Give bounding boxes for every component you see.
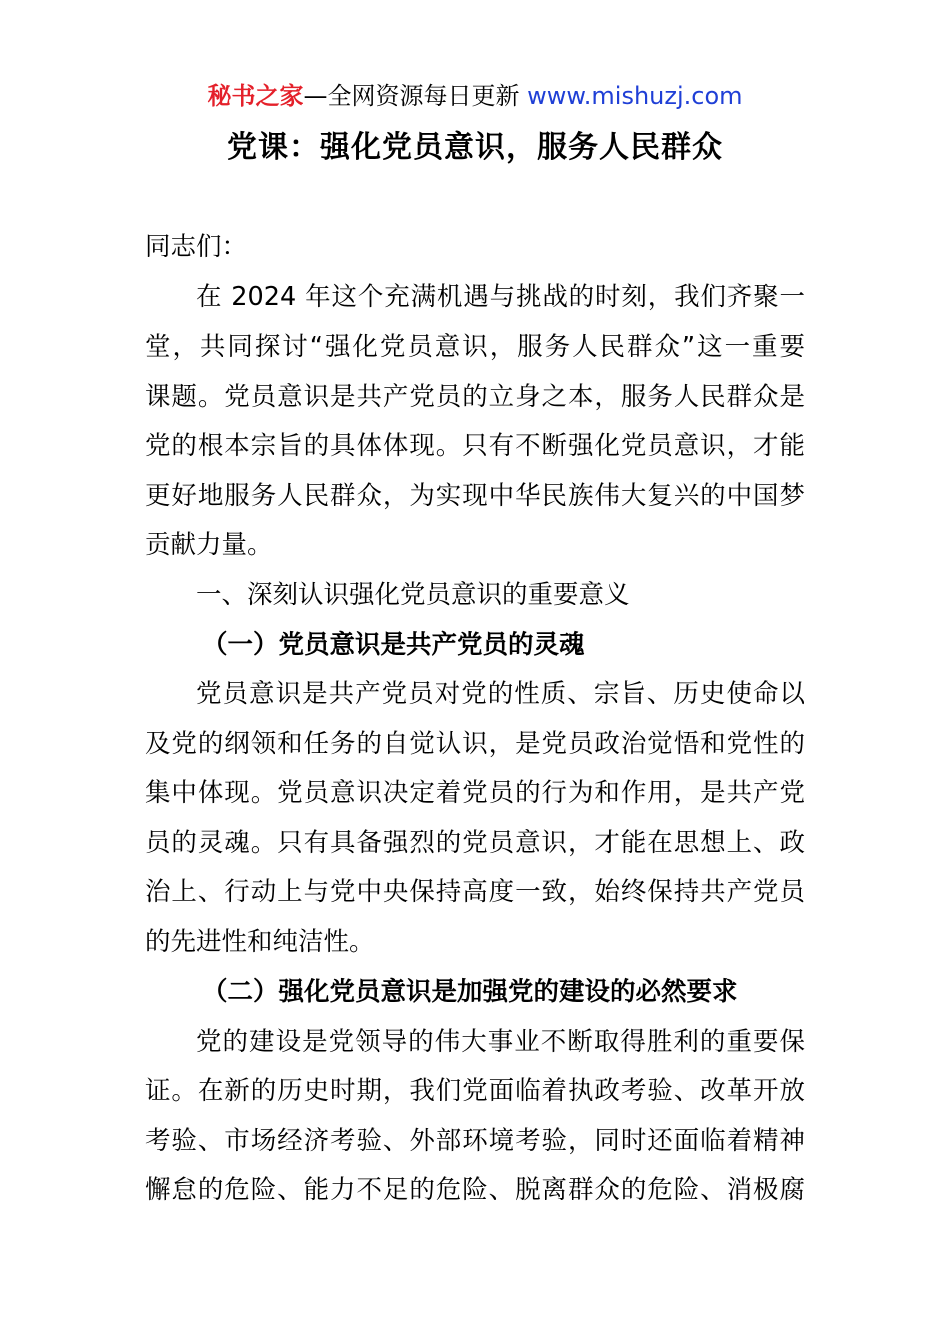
- paragraph-line: 党员意识是共产党员对党的性质、宗旨、历史使命以: [196, 679, 805, 709]
- paragraph-line: 党的根本宗旨的具体体现。只有不断强化党员意识，才能: [145, 431, 805, 461]
- paragraph-line: 懈怠的危险、能力不足的危险、脱离群众的危险、消极腐: [145, 1175, 805, 1205]
- section-heading: 一、深刻认识强化党员意识的重要意义: [196, 580, 630, 610]
- subsection-heading: （二）强化党员意识是加强党的建设的必然要求: [202, 977, 738, 1007]
- site-url[interactable]: www.mishuzj.com: [527, 82, 743, 110]
- salutation: 同志们：: [145, 232, 248, 262]
- paragraph-line: 党的建设是党领导的伟大事业不断取得胜利的重要保: [196, 1027, 805, 1057]
- paragraph-line: 的先进性和纯洁性。: [145, 927, 375, 957]
- paragraph-line: 集中体现。党员意识决定着党员的行为和作用，是共产党: [145, 778, 805, 808]
- paragraph-line: 及党的纲领和任务的自觉认识，是党员政治觉悟和党性的: [145, 729, 805, 759]
- paragraph-line: 证。在新的历史时期，我们党面临着执政考验、改革开放: [145, 1076, 805, 1106]
- paragraph-line: 更好地服务人民群众，为实现中华民族伟大复兴的中国梦: [145, 481, 805, 511]
- paragraph-line: 考验、市场经济考验、外部环境考验，同时还面临着精神: [145, 1126, 805, 1156]
- brand-name: 秘书之家: [207, 82, 304, 110]
- site-header: [0, 80, 950, 112]
- header-tagline: —全网资源每日更新: [303, 82, 520, 110]
- document-title: 党课：强化党员意识，服务人民群众: [227, 130, 723, 165]
- subsection-heading: （一）党员意识是共产党员的灵魂: [202, 630, 585, 660]
- paragraph-line: 堂，共同探讨“强化党员意识，服务人民群众”这一重要: [145, 332, 805, 362]
- paragraph-line: 贡献力量。: [145, 530, 273, 560]
- paragraph-line: 员的灵魂。只有具备强烈的党员意识，才能在思想上、政: [145, 828, 805, 858]
- paragraph-line: 在 2024 年这个充满机遇与挑战的时刻，我们齐聚一: [196, 282, 805, 312]
- paragraph-line: 课题。党员意识是共产党员的立身之本，服务人民群众是: [145, 382, 805, 412]
- paragraph-line: 治上、行动上与党中央保持高度一致，始终保持共产党员: [145, 877, 805, 907]
